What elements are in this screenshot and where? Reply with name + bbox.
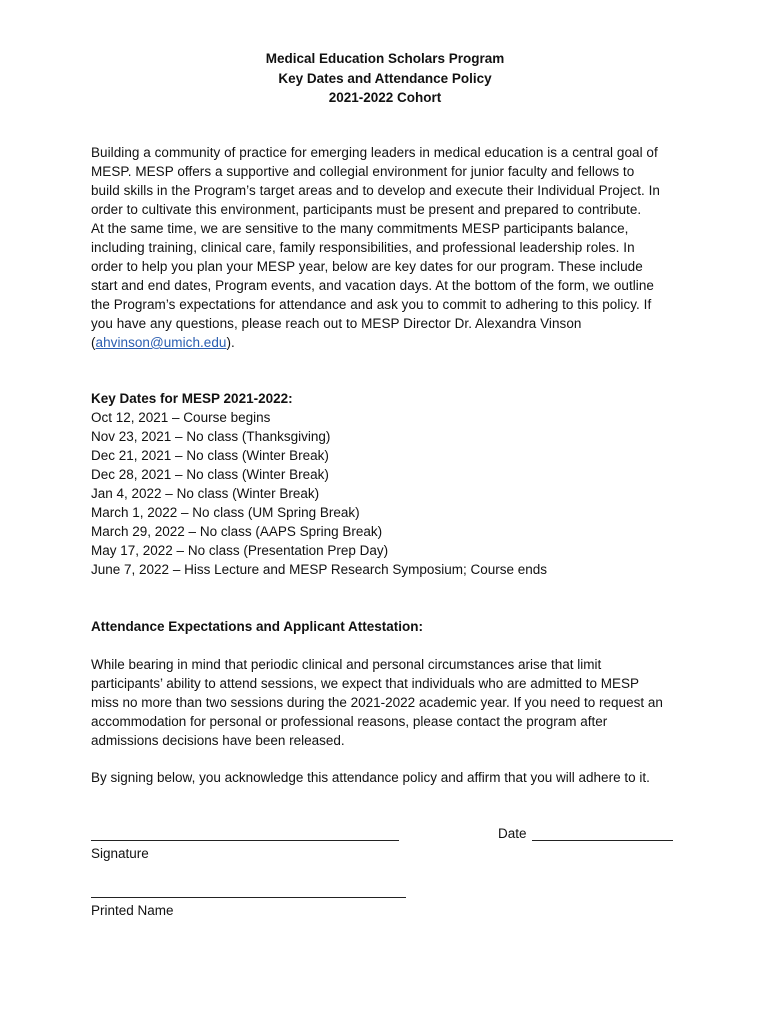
printed-name-field[interactable] <box>91 897 406 898</box>
email-close-paren: ). <box>226 335 235 350</box>
printed-name-label: Printed Name <box>91 903 174 918</box>
key-date-item: Dec 21, 2021 – No class (Winter Break) <box>91 448 329 463</box>
signature-label: Signature <box>91 846 149 861</box>
document-title <box>0 49 770 108</box>
director-email-link[interactable]: ahvinson@umich.edu <box>95 335 227 350</box>
key-date-item: Nov 23, 2021 – No class (Thanksgiving) <box>91 429 331 444</box>
key-dates-section <box>91 389 547 579</box>
intro-line: start and end dates, Program events, and vacation days. At the bottom of the form, we outline <box>91 278 654 293</box>
key-date-item: May 17, 2022 – No class (Presentation Prep Day) <box>91 543 389 558</box>
key-date-item: Dec 28, 2021 – No class (Winter Break) <box>91 467 329 482</box>
key-dates-heading: Key Dates for MESP 2021-2022: <box>91 391 293 406</box>
attendance-line: While bearing in mind that periodic clinical and personal circumstances arise that limit <box>91 657 602 672</box>
intro-line: build skills in the Program’s target areas and to develop and execute their Individual Project. In <box>91 183 660 198</box>
key-date-item: March 1, 2022 – No class (UM Spring Break) <box>91 505 360 520</box>
intro-paragraph <box>91 143 691 352</box>
attendance-line: miss no more than two sessions during the 2021-2022 academic year. If you need to request an <box>91 695 663 710</box>
key-date-item: Jan 4, 2022 – No class (Winter Break) <box>91 486 320 501</box>
attendance-heading: Attendance Expectations and Applicant Attestation: <box>91 619 424 634</box>
title-cohort: 2021-2022 Cohort <box>328 90 442 105</box>
intro-line: Building a community of practice for emerging leaders in medical education is a central goal of <box>91 145 658 160</box>
intro-email-line <box>91 333 691 352</box>
intro-line: you have any questions, please reach out to MESP Director Dr. Alexandra Vinson <box>91 316 582 331</box>
signature-field[interactable] <box>91 840 399 841</box>
intro-line: At the same time, we are sensitive to the many commitments MESP participants balance, <box>91 221 629 236</box>
intro-line: including training, clinical care, family responsibilities, and professional leadership roles. In <box>91 240 635 255</box>
attendance-paragraph <box>91 655 663 750</box>
acknowledgement-text: By signing below, you acknowledge this attendance policy and affirm that you will adhere to it. <box>91 770 650 785</box>
intro-line: the Program’s expectations for attendance and ask you to commit to adhering to this policy. If <box>91 297 652 312</box>
key-date-item: June 7, 2022 – Hiss Lecture and MESP Research Symposium; Course ends <box>91 562 547 577</box>
intro-line: order to cultivate this environment, participants must be present and prepared to contribute. <box>91 202 642 217</box>
key-date-item: March 29, 2022 – No class (AAPS Spring Break) <box>91 524 383 539</box>
attendance-line: participants’ ability to attend sessions, we expect that individuals who are admitted to MESP <box>91 676 640 691</box>
email-open-paren: ( <box>91 335 96 350</box>
intro-line: MESP. MESP offers a supportive and collegial environment for junior faculty and fellows to <box>91 164 635 179</box>
attendance-line: admissions decisions have been released. <box>91 733 345 748</box>
attendance-line: accommodation for personal or professional reasons, please contact the program after <box>91 714 608 729</box>
intro-line: order to help you plan your MESP year, below are key dates for our program. These include <box>91 259 643 274</box>
date-label: Date <box>498 826 527 841</box>
title-program: Medical Education Scholars Program <box>265 51 505 66</box>
key-date-item: Oct 12, 2021 – Course begins <box>91 410 271 425</box>
title-subtitle: Key Dates and Attendance Policy <box>278 70 492 86</box>
date-field[interactable] <box>532 840 673 841</box>
